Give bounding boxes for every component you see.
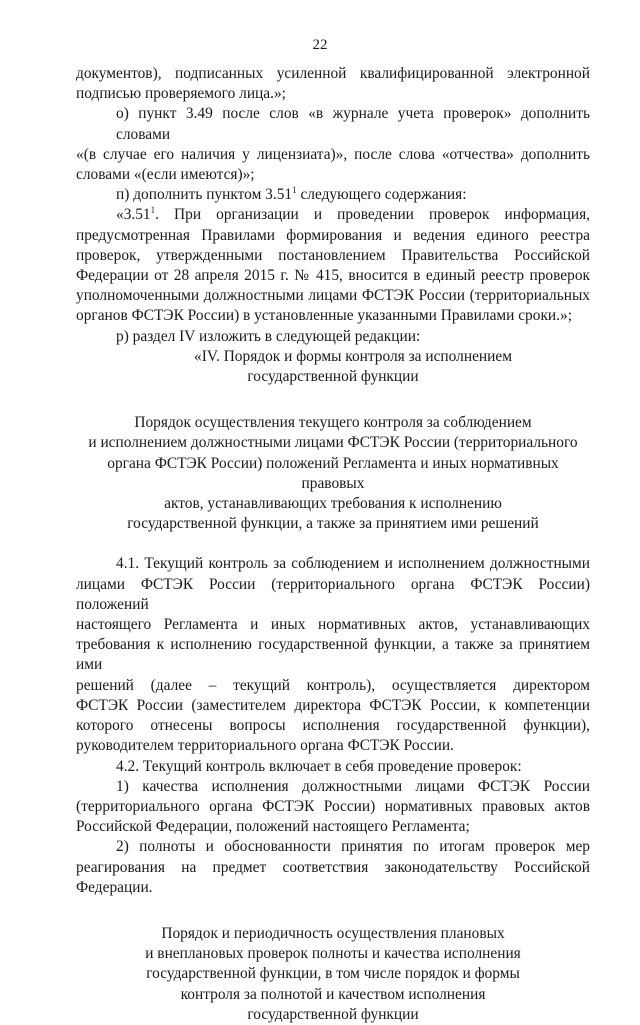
text-line: проверок, утвержденными постановлением Правительства Российской xyxy=(76,246,590,264)
text-line: уполномоченными должностными лицами ФСТЭК России (территориальных xyxy=(76,287,590,305)
text-line: Российской Федерации, положений настоящего Регламента; xyxy=(76,818,470,836)
paragraph-item-p xyxy=(76,185,590,205)
text-line: предусмотренная Правилами формирования и ведения единого реестра xyxy=(76,226,590,244)
text-line: ФСТЭК России (заместителем директора ФСТЭК России, к компетенции xyxy=(76,696,590,714)
text-fragment: «3.51 xyxy=(116,206,151,224)
text-line: «(в случае его наличия у лицензиата)», после слова «отчества» дополнить xyxy=(76,145,590,163)
text-line: которого отнесены вопросы исполнения государственной функции), xyxy=(76,717,590,735)
subsection-title-line: и внеплановых проверок полноты и качества исполнения xyxy=(145,945,521,963)
text-line: органов ФСТЭК России) в установленные указанными Правилами сроки.»; xyxy=(76,307,572,325)
subsection-title xyxy=(76,924,590,1025)
text-fragment: . При организации и проведении проверок информация, xyxy=(155,206,590,224)
text-line xyxy=(76,205,590,225)
subsection-title-line: актов, устанавливающих требования к исполнению xyxy=(164,495,502,513)
text-line: документов), подписанных усиленной квалифицированной электронной xyxy=(76,65,590,82)
text-line xyxy=(76,185,590,205)
superscript: 1 xyxy=(292,185,297,196)
text-line: реагирования на предмет соответствия законодательству Российской xyxy=(76,858,590,876)
paragraph-item-3-51 xyxy=(76,205,590,326)
subsection-title-line: государственной функции, в том числе порядок и формы xyxy=(146,965,520,983)
subsection-title-line: Порядок осуществления текущего контроля за соблюдением xyxy=(134,414,532,432)
subsection-title-line: государственной функции, а также за принятием ими решений xyxy=(127,515,539,533)
section-title-line: «IV. Порядок и формы контроля за исполнением xyxy=(194,347,512,365)
text-line: о) пункт 3.49 после слов «в журнале учета проверок» дополнить словами xyxy=(116,105,590,143)
text-line: 2) полноты и обоснованности принятия по итогам проверок мер xyxy=(116,838,590,856)
paragraph-item-2 xyxy=(76,837,590,898)
text-fragment: п) дополнить пунктом 3.51 xyxy=(116,186,293,204)
text-fragment: следующего содержания: xyxy=(296,186,467,204)
paragraph-item-1 xyxy=(76,777,590,838)
subsection-title-line: и исполнением должностными лицами ФСТЭК России (территориального xyxy=(88,434,578,452)
subsection-title-line: органа ФСТЭК России) положений Регламента и иных нормативных правовых xyxy=(107,454,559,492)
paragraph-4-2 xyxy=(76,757,590,777)
subsection-title-line: контроля за полнотой и качеством исполнения xyxy=(180,985,486,1003)
subsection-title-line: государственной функции xyxy=(247,1005,419,1023)
section-title-line: государственной функции xyxy=(247,368,419,386)
superscript: 1 xyxy=(150,205,156,216)
text-line: 4.1. Текущий контроль за соблюдением и исполнением должностными xyxy=(116,555,590,573)
text-line: настоящего Регламента и иных нормативных актов, устанавливающих xyxy=(76,616,590,634)
text-line: требования к исполнению государственной функции, а также за принятием ими xyxy=(76,636,590,674)
text-line: решений (далее – текущий контроль), осуществляется директором xyxy=(76,676,590,694)
text-line: р) раздел IV изложить в следующей редакции: xyxy=(116,327,421,345)
text-line: Федерации от 28 апреля 2015 г. № 415, вносится в единый реестр проверок xyxy=(76,267,590,285)
paragraph-item-o xyxy=(76,104,590,185)
subsection-title-line: Порядок и периодичность осуществления плановых xyxy=(161,924,505,942)
text-line: словами «(если имеются)»; xyxy=(76,166,255,184)
text-line: руководителем территориального органа ФСТЭК России. xyxy=(76,737,454,755)
text-line: 4.2. Текущий контроль включает в себя проведение проверок: xyxy=(116,757,522,775)
document-body xyxy=(76,64,590,1025)
paragraph-item-r xyxy=(76,327,590,347)
text-line: подписью проверяемого лица.»; xyxy=(76,85,286,103)
text-line: 1) качества исполнения должностными лицами ФСТЭК России xyxy=(116,777,590,795)
paragraph-documents xyxy=(76,64,590,104)
subsection-title xyxy=(76,413,590,534)
paragraph-4-1 xyxy=(76,554,590,756)
section-title xyxy=(76,347,590,387)
text-line: лицами ФСТЭК России (территориального органа ФСТЭК России) положений xyxy=(76,575,590,613)
text-line: Федерации. xyxy=(76,878,153,896)
text-line: (территориального органа ФСТЭК России) нормативных правовых актов xyxy=(76,797,590,815)
page-number: 22 xyxy=(312,37,328,53)
